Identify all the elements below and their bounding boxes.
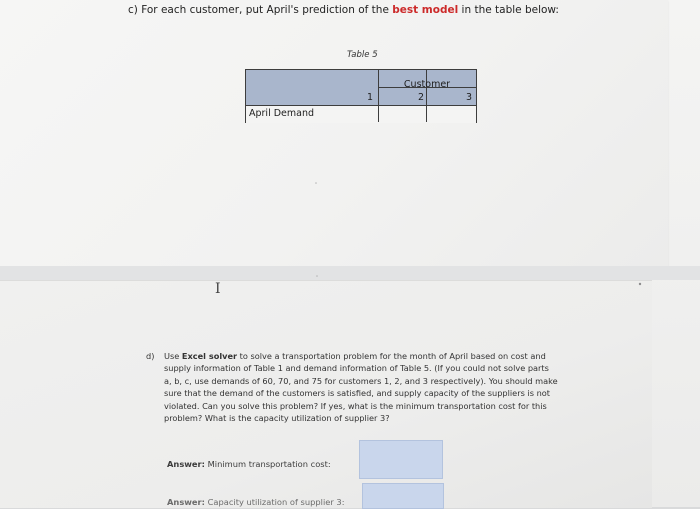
table-caption: Table 5 — [347, 50, 378, 60]
table-col-line-1 — [378, 70, 379, 122]
question-c-emphasis: best model — [392, 4, 459, 16]
question-d-label: d) — [146, 351, 155, 361]
answer-capacity-box[interactable] — [362, 483, 444, 509]
answer-capacity-text: Capacity utilization of supplier 3: — [204, 497, 345, 507]
text-cursor-icon: I — [215, 281, 221, 297]
question-d-body — [164, 350, 576, 424]
upper-sheet — [0, 0, 668, 266]
table-column-2: 2 — [418, 92, 425, 103]
question-d-line-3: a, b, c, use demands of 60, 70, and 75 for customers 1, 2, and 3 respectively). You should make — [164, 375, 558, 386]
question-c-suffix: in the table below: — [458, 4, 559, 16]
question-d-line-2: supply information of Table 1 and demand information of Table 5. (If you could not solve parts — [164, 363, 549, 374]
question-c-prefix: c) For each customer, put April's prediction of the — [128, 4, 393, 16]
answer-min-cost-box[interactable] — [359, 440, 443, 479]
answer-min-cost-text: Minimum transportation cost: — [204, 459, 331, 469]
answer-min-cost-label: Answer: — [167, 459, 205, 469]
table-column-3: 3 — [466, 92, 473, 103]
answer-capacity-utilization — [167, 497, 345, 507]
demand-table — [245, 69, 477, 123]
question-d-line-1: to solve a transportation problem for the month of April based on cost and — [237, 351, 546, 361]
answer-min-cost — [167, 459, 331, 469]
question-d-lead: Use — [164, 351, 182, 361]
question-d-bold: Excel solver — [181, 351, 238, 361]
page-divider — [0, 266, 700, 280]
table-row-label: April Demand — [249, 108, 315, 119]
question-c — [128, 4, 559, 16]
table-header-group: Customer — [403, 79, 451, 90]
table-column-1: 1 — [367, 92, 374, 103]
table-col-line-2 — [426, 70, 427, 122]
question-d-line-6: problem? What is the capacity utilization of supplier 3? — [164, 413, 390, 424]
question-d — [146, 350, 576, 424]
answer-capacity-label: Answer: — [167, 497, 205, 507]
question-d-line-4: sure that the demand of the customers is satisfied, and supply capacity of the suppliers is not — [164, 388, 550, 399]
question-d-line-5: violated. Can you solve this problem? If yes, what is the minimum transportation cost for this — [164, 400, 547, 411]
